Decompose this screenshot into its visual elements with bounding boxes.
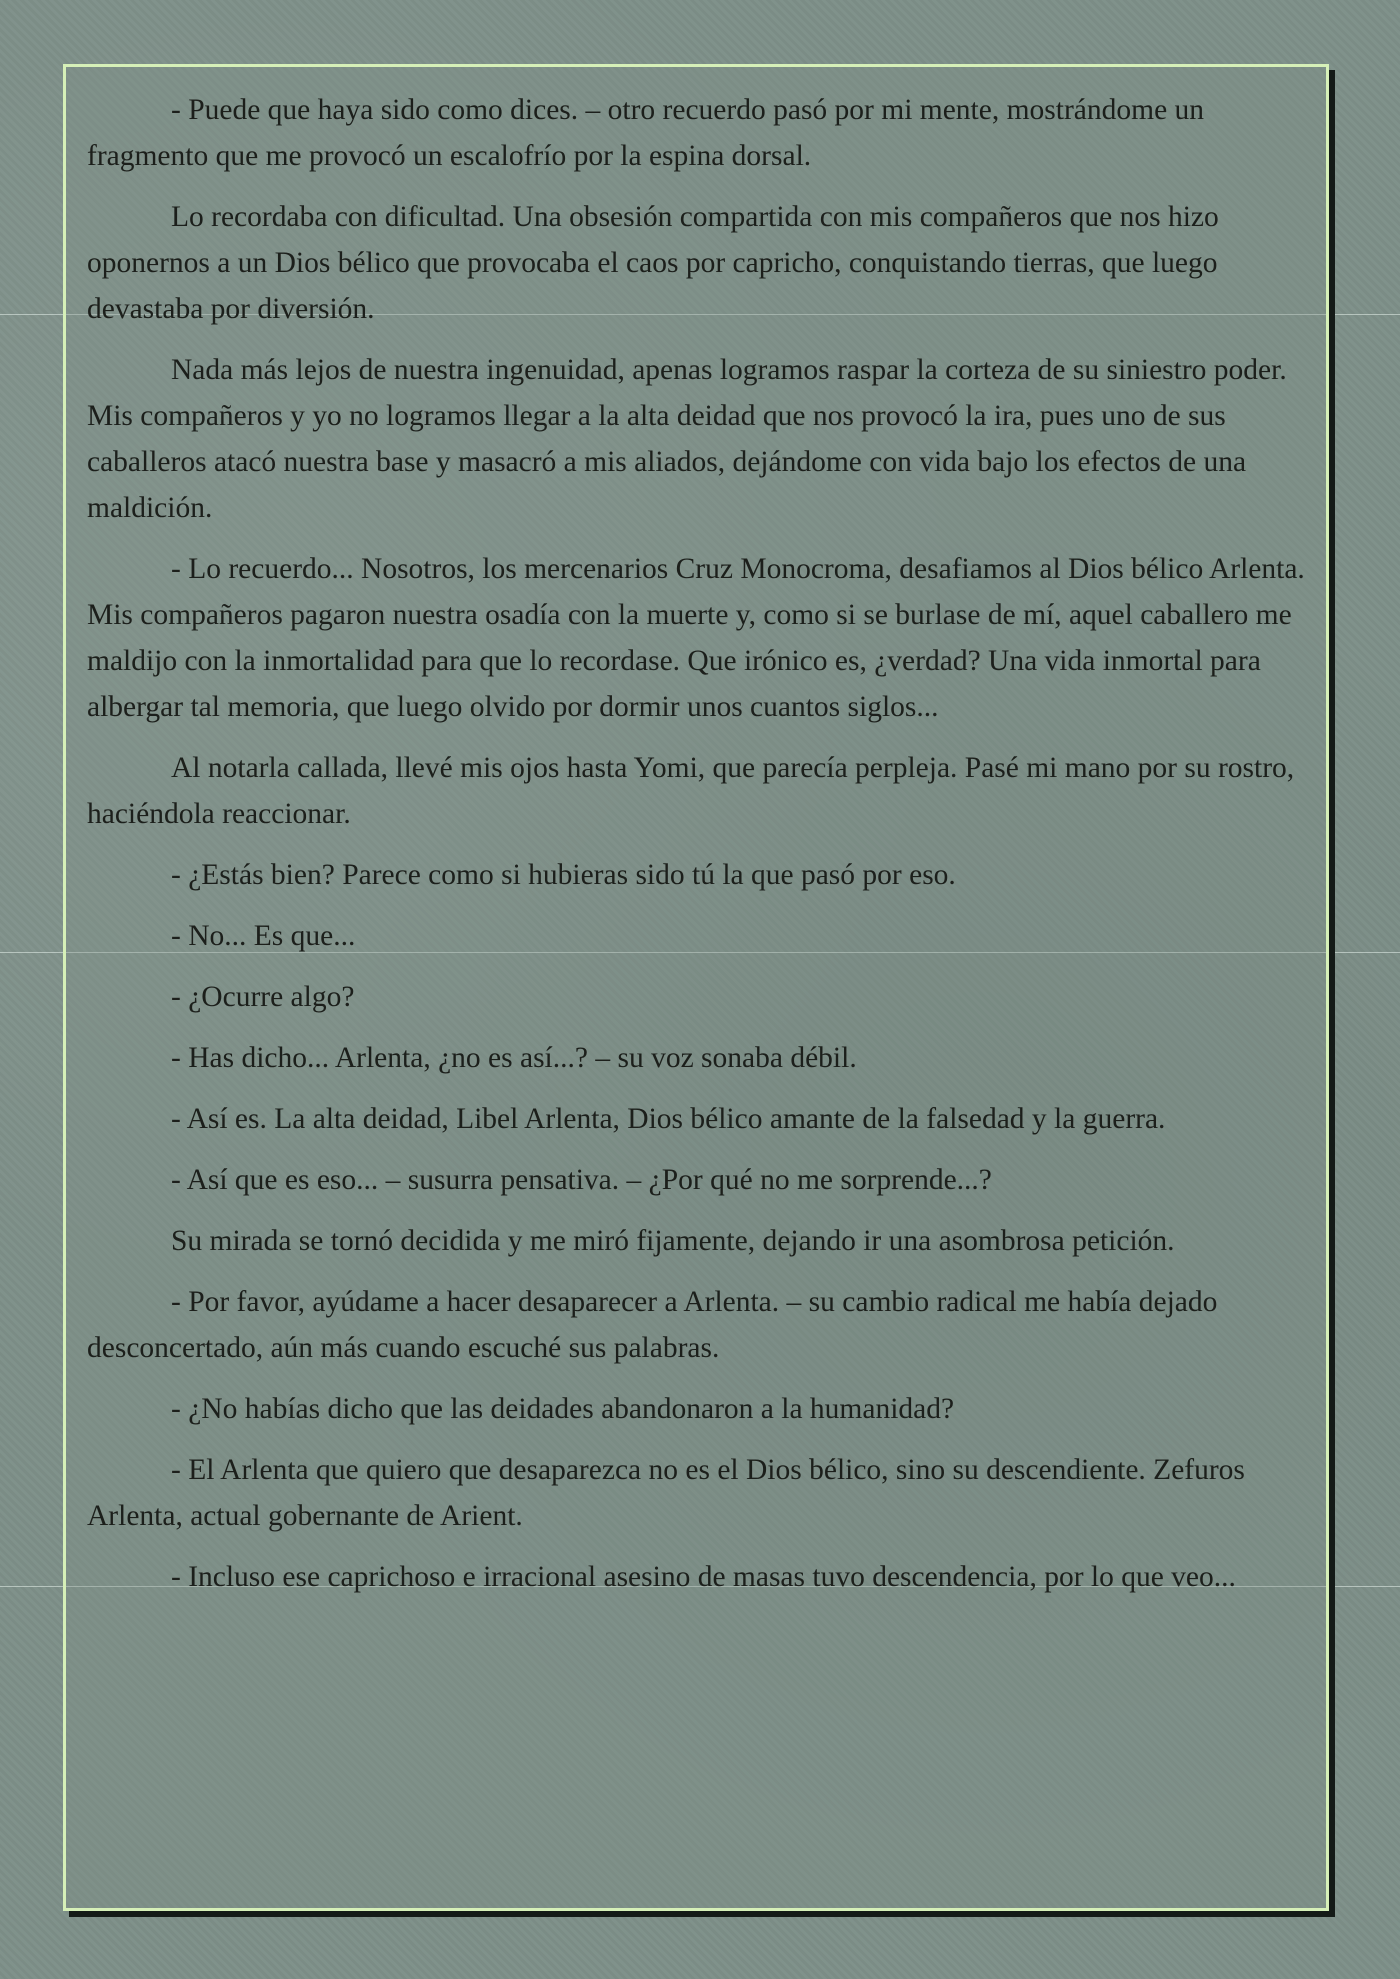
paragraph: - ¿No habías dicho que las deidades abandonaron a la humanidad?	[171, 1393, 955, 1425]
paragraph: - Así que es eso... – susurra pensativa. – ¿Por qué no me sorprende...?	[171, 1164, 992, 1196]
paragraph: Lo recordaba con dificultad. Una obsesión compartida con mis compañeros que nos hizo oponernos a un Dios bélico que provocaba el caos por capricho, conquistando tierras, que luego devastaba por diversión.	[87, 201, 1219, 325]
paragraph: Nada más lejos de nuestra ingenuidad, apenas logramos raspar la corteza de su siniestro poder. Mis compañeros y yo no logramos llegar a la alta deidad que nos provocó la ira, pues uno de sus caballeros atacó nuestra base y masacró a mis aliados, dejándome con vida bajo los efectos de una maldición.	[87, 354, 1287, 524]
paragraph: - ¿Ocurre algo?	[171, 981, 355, 1013]
paragraph: - Lo recuerdo... Nosotros, los mercenarios Cruz Monocroma, desafiamos al Dios bélico Arlenta. Mis compañeros pagaron nuestra osadía con la muerte y, como si se burlase de mí, aquel caballero me maldijo con la inmortalidad para que lo recordase. Que irónico es, ¿verdad? Una vida inmortal para albergar tal memoria, que luego olvido por dormir unos cuantos siglos...	[87, 553, 1305, 723]
paragraph: - ¿Estás bien? Parece como si hubieras sido tú la que pasó por eso.	[171, 859, 956, 891]
paragraph: - No... Es que...	[171, 920, 356, 952]
text-body	[87, 87, 1309, 1615]
paragraph: Su mirada se tornó decidida y me miró fijamente, dejando ir una asombrosa petición.	[171, 1225, 1175, 1257]
paragraph: - Incluso ese caprichoso e irracional asesino de masas tuvo descendencia, por lo que veo...	[171, 1561, 1236, 1593]
page-frame	[63, 64, 1329, 1911]
paragraph: - Has dicho... Arlenta, ¿no es así...? – su voz sonaba débil.	[171, 1042, 857, 1074]
paragraph: - El Arlenta que quiero que desaparezca no es el Dios bélico, sino su descendiente. Zefuros Arlenta, actual gobernante de Arient.	[87, 1454, 1245, 1532]
paragraph: - Así es. La alta deidad, Libel Arlenta, Dios bélico amante de la falsedad y la guerra.	[171, 1103, 1166, 1135]
paragraph: - Puede que haya sido como dices. – otro recuerdo pasó por mi mente, mostrándome un fragmento que me provocó un escalofrío por la espina dorsal.	[87, 94, 1205, 172]
paragraph: - Por favor, ayúdame a hacer desaparecer a Arlenta. – su cambio radical me había dejado desconcertado, aún más cuando escuché sus palabras.	[87, 1286, 1218, 1364]
paragraph: Al notarla callada, llevé mis ojos hasta Yomi, que parecía perpleja. Pasé mi mano por su rostro, haciéndola reaccionar.	[87, 752, 1295, 830]
